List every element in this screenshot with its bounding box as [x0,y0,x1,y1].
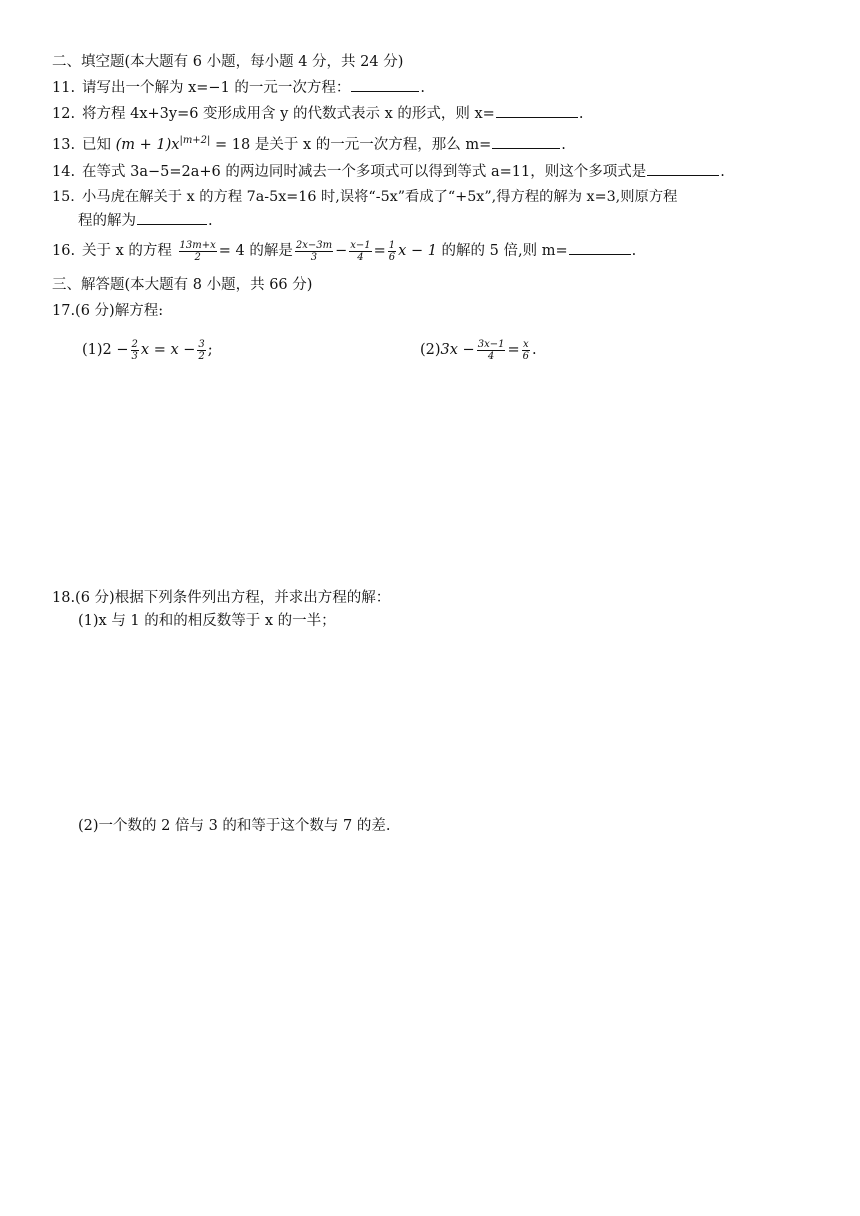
fraction-numerator: x−1 [350,239,371,251]
equation-end: . [532,342,537,358]
question-text-end: . [561,136,566,153]
question-number: 12. [52,106,76,122]
question-18-title: 18.(6 分)根据下列条件列出方程，并求出方程的解： [52,590,391,606]
equation-part: x = x − [140,342,196,358]
question-text-end: . [578,106,584,122]
equation-part: = [507,342,520,358]
question-text-end: . [420,80,426,96]
fraction [131,339,139,362]
question-17-part-2 [420,336,537,364]
fraction [388,240,396,263]
question-15 [52,187,677,207]
fraction-numerator: 2x−3m [295,239,333,251]
equation-exponent: |m+2| [179,135,211,146]
fraction-denominator: 3 [131,350,138,362]
question-17-part-1 [82,336,213,364]
answer-blank[interactable] [647,161,719,176]
fraction-denominator: 3 [310,251,318,263]
fraction-numerator: 3 [198,338,205,350]
question-text-end: . [208,213,213,229]
fraction-denominator: 2 [198,350,205,362]
part-label: (2) [420,342,441,358]
fraction-numerator: 2 [131,338,138,350]
fraction-denominator: 4 [487,350,495,362]
fraction [522,339,530,362]
fraction [179,240,217,263]
fraction-numerator: 3x−1 [477,338,505,350]
equation-tail: x − 1 [398,243,437,259]
question-text: 的解的 5 倍,则 m= [441,243,568,259]
question-13 [52,131,566,155]
section-2-header: 二、填空题(本大题有 6 小题，每小题 4 分，共 24 分) [52,54,404,70]
question-number: 16. [52,243,76,259]
fraction-numerator: 13m+x [179,239,216,251]
question-number: 15. [52,189,75,205]
answer-blank[interactable] [137,210,207,225]
answer-blank[interactable] [496,103,578,118]
fraction-numerator: x [522,338,529,350]
fraction [295,240,333,263]
question-12 [52,103,583,124]
question-text: 已知 [82,136,111,153]
fraction [349,240,371,263]
question-text-end: . [720,164,725,180]
question-text: 小马虎在解关于 x 的方程 7a-5x=16 时,误将“-5x”看成了“+5x”,得方程的解为 x=3,则原方程 [82,189,678,205]
question-text: 的解是 [249,243,293,259]
fraction-denominator: 2 [194,251,201,263]
answer-blank[interactable] [351,77,419,92]
fraction [197,339,205,362]
fraction-denominator: 6 [522,350,529,362]
question-17-title: 17.(6 分)解方程: [52,303,164,319]
question-text: 在等式 3a−5=2a+6 的两边同时减去一个多项式可以得到等式 a=11，则这个多项式是 [82,164,647,180]
question-number: 14. [52,164,76,180]
question-text: 将方程 4x+3y=6 变形成用含 y 的代数式表示 x 的形式，则 x= [82,106,495,122]
fraction-denominator: 4 [357,251,364,263]
question-18-part-1: (1)x 与 1 的和的相反数等于 x 的一半； [78,613,336,629]
question-number: 13. [52,136,76,153]
question-11 [52,77,425,98]
operator: − [335,243,348,259]
question-14 [52,161,725,182]
equation-part: 2 − [102,342,129,358]
equation-rhs: = 18 [210,136,251,153]
equation [116,137,251,153]
question-16 [52,238,636,264]
fraction-numerator: 1 [388,239,396,251]
question-text: 是关于 x 的一元一次方程，那么 m= [254,136,492,153]
question-18-part-2: (2)一个数的 2 倍与 3 的和等于这个数与 7 的差. [78,818,391,834]
equation-rhs: = 4 [218,243,245,259]
fraction-denominator: 6 [388,251,396,263]
equation-part: 3x − [440,342,475,358]
operator: = [373,243,386,259]
answer-blank[interactable] [492,134,560,149]
question-15-line-2 [78,210,213,231]
question-text: 关于 x 的方程 [82,243,172,259]
question-number: 11. [52,80,76,96]
equation-base: (m + 1)x [115,136,180,153]
part-label: (1) [82,342,103,358]
fraction [477,339,506,362]
equation-end: ; [207,342,213,358]
answer-blank[interactable] [569,240,631,255]
section-3-header: 三、解答题(本大题有 8 小题，共 66 分) [52,277,313,293]
question-text: 请写出一个解为 x=−1 的一元一次方程： [82,80,351,96]
question-text-end: . [631,243,637,259]
question-text: 程的解为 [78,213,136,229]
